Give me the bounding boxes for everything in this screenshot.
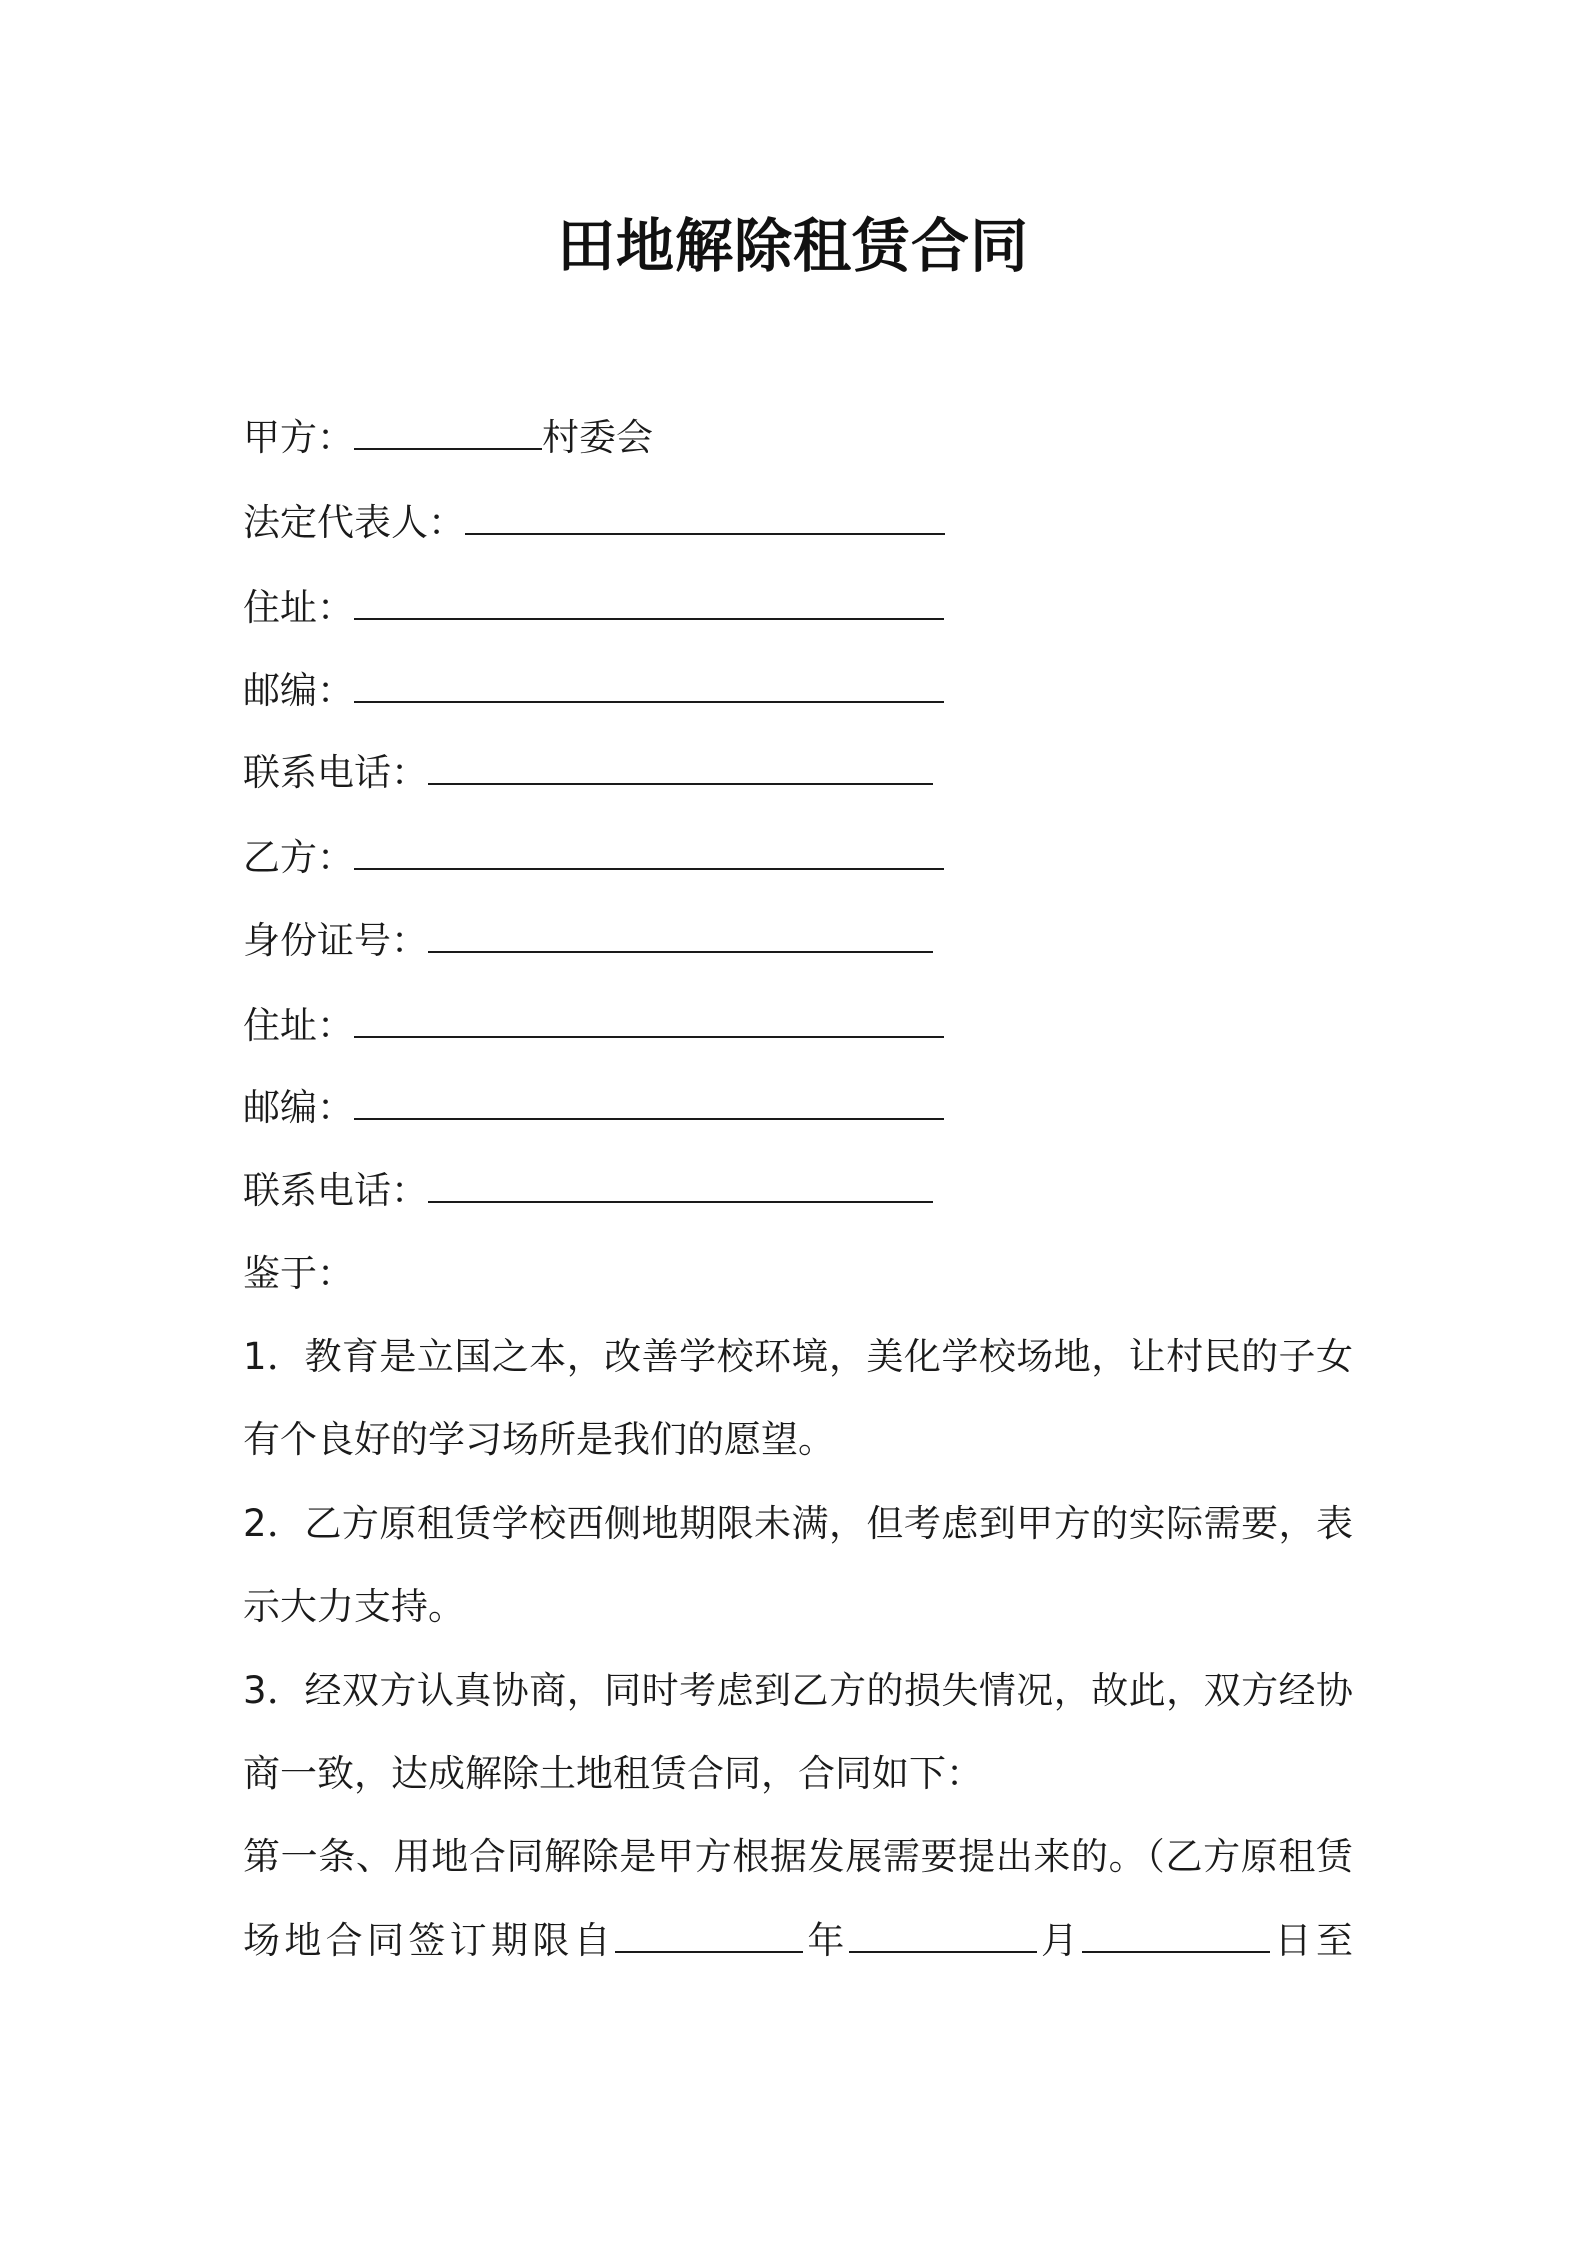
start-day-blank[interactable] (1082, 1913, 1270, 1953)
article-1-period-prefix: 场地合同签订期限自 (243, 1919, 615, 1962)
party-b-blank[interactable] (354, 830, 944, 870)
party-b-phone-blank[interactable] (428, 1163, 933, 1203)
month-label: 月 (1036, 1919, 1083, 1962)
party-a-postcode-line (243, 663, 944, 718)
party-b-id-line (243, 913, 933, 968)
legal-rep-line (243, 495, 945, 550)
party-a-phone-blank[interactable] (428, 745, 933, 785)
party-a-address-blank[interactable] (354, 580, 944, 620)
clause-1-line-1: 1．教育是立国之本，改善学校环境，美化学校场地，让村民的子女 (243, 1335, 1353, 1378)
party-a-label: 甲方： (243, 416, 354, 459)
party-a-line (243, 410, 653, 465)
party-b-postcode-blank[interactable] (354, 1080, 944, 1120)
clause-3-line-2: 商一致，达成解除土地租赁合同，合同如下： (243, 1752, 983, 1795)
year-label: 年 (803, 1919, 849, 1962)
party-a-postcode-label: 邮编： (243, 669, 354, 712)
party-b-address-label: 住址： (243, 1004, 354, 1047)
party-a-postcode-blank[interactable] (354, 663, 944, 703)
party-a-suffix: 村委会 (542, 416, 653, 459)
start-month-blank[interactable] (849, 1913, 1037, 1953)
party-a-address-label: 住址： (243, 586, 354, 629)
party-b-id-label: 身份证号： (243, 919, 428, 962)
party-b-postcode-label: 邮编： (243, 1086, 354, 1129)
article-1-line-2 (243, 1913, 1353, 1968)
clause-3-line-1: 3．经双方认真协商，同时考虑到乙方的损失情况，故此，双方经协 (243, 1669, 1353, 1712)
document-title: 田地解除租赁合同 (556, 212, 1029, 280)
legal-rep-label: 法定代表人： (243, 501, 465, 544)
party-a-address-line (243, 580, 944, 635)
party-b-postcode-line (243, 1080, 944, 1135)
article-1-line-1: 第一条、用地合同解除是甲方根据发展需要提出来的。（乙方原租赁 (243, 1835, 1353, 1878)
party-b-address-line (243, 998, 944, 1053)
start-year-blank[interactable] (615, 1913, 803, 1953)
party-b-line (243, 830, 944, 885)
party-b-phone-line (243, 1163, 933, 1218)
whereas-heading: 鉴于： (243, 1252, 354, 1295)
clause-2-line-2: 示大力支持。 (243, 1585, 465, 1628)
legal-rep-blank[interactable] (465, 495, 945, 535)
day-to-label: 日至 (1270, 1919, 1354, 1962)
clause-2-line-1: 2．乙方原租赁学校西侧地期限未满，但考虑到甲方的实际需要，表 (243, 1502, 1353, 1545)
party-b-address-blank[interactable] (354, 998, 944, 1038)
party-a-phone-line (243, 745, 933, 800)
party-b-phone-label: 联系电话： (243, 1169, 428, 1212)
party-b-id-blank[interactable] (428, 913, 933, 953)
clause-1-line-2: 有个良好的学习场所是我们的愿望。 (243, 1418, 835, 1461)
party-a-phone-label: 联系电话： (243, 751, 428, 794)
party-a-blank[interactable] (354, 410, 542, 450)
party-b-label: 乙方： (243, 836, 354, 879)
